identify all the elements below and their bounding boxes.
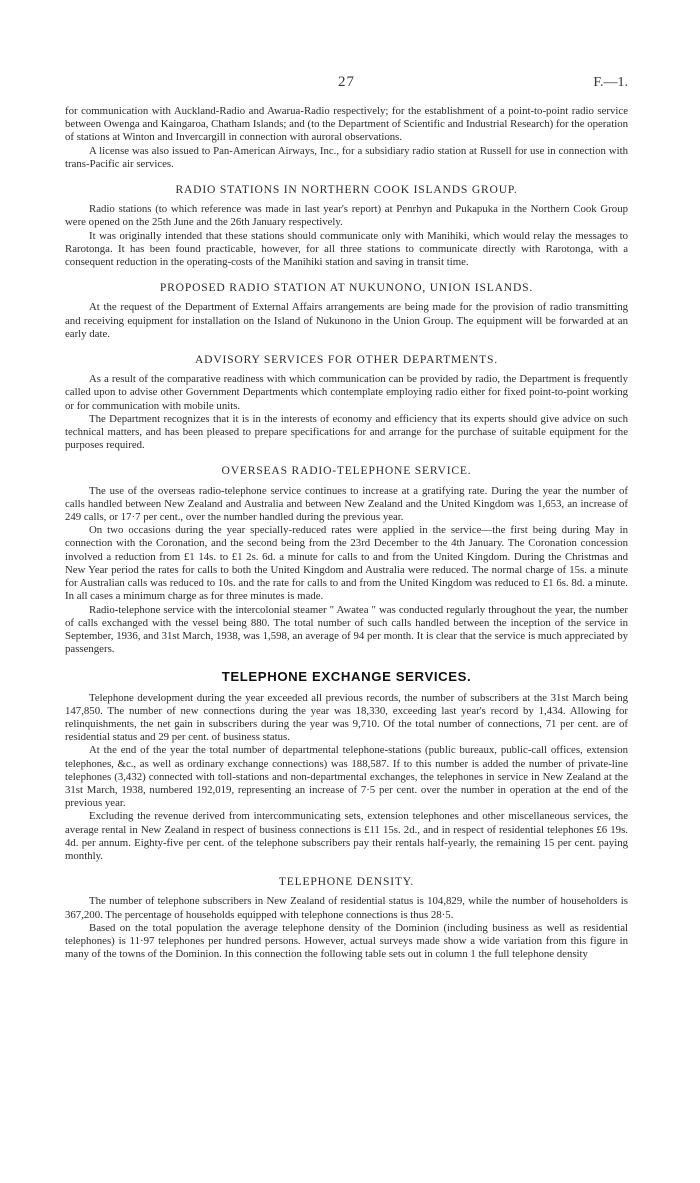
- cook-islands-section: [65, 183, 628, 269]
- paragraph: The use of the overseas radio-telephone service continues to increase at a gratifying rate. During the year the number of calls handled between New Zealand and Australia and between New Zealand and the United Kingdom was 1,653, an increase of 249 calls, or 17·7 per cent., over the number handled during the previous year.: [65, 484, 628, 524]
- paragraph: Telephone development during the year exceeded all previous records, the number of subscribers at the 31st March being 147,850. The number of new connections during the year was 18,330, exceeding last year's record by 1,434. Allowing for relinquishments, the net gain in subscribers during the year was 9,710. Of the total number of connections, 71 per cent. are of residential status and 29 per cent. of business status.: [65, 691, 628, 744]
- paragraph: Radio-telephone service with the intercolonial steamer " Awatea " was conducted regularly throughout the year, the number of calls exchanged with the vessel being 880. The total number of such calls handled between the inception of the service in September, 1936, and 31st March, 1938, was 1,598, an average of 94 per month. It is clear that the service is much appreciated by passengers.: [65, 603, 628, 656]
- paragraph: The number of telephone subscribers in New Zealand of residential status is 104,829, while the number of householders is 367,200. The percentage of households equipped with telephone connections is thus 28·5.: [65, 895, 628, 921]
- paragraph: On two occasions during the year specially-reduced rates were applied in the service—the first being during May in connection with the Coronation, and the second being from the 23rd December to the 4th January. The Coronation concession involved a reduction from £1 14s. to £1 2s. 6d. a minute for calls to and from the United Kingdom. During the Christmas and New Year period the rates for calls to both the United Kingdom and Australia were reduced. The normal charge of 15s. a minute for Australian calls was reduced to 10s. and the rate for calls to and from the United Kingdom was reduced to £1 6s. 8d. a minute. In all cases a minimum charge as for three minutes is made.: [65, 524, 628, 603]
- exchange-section: [65, 670, 628, 863]
- document-reference: F.—1.: [593, 75, 628, 90]
- nukunono-section: [65, 281, 628, 341]
- paragraph: At the request of the Department of External Affairs arrangements are being made for the provision of radio transmitting and receiving equipment for installation on the Island of Nukunono in the Union Group. The equipment will be forwarded at an early date.: [65, 301, 628, 340]
- section-heading: PROPOSED RADIO STATION AT NUKUNONO, UNION ISLANDS.: [159, 281, 534, 295]
- major-heading: TELEPHONE EXCHANGE SERVICES.: [221, 669, 472, 685]
- paragraph: It was originally intended that these stations should communicate only with Manihiki, which would relay the messages to Rarotonga. It has been found practicable, however, for all three stations to communicate directly with Rarotonga, with a consequent reduction in the operating-costs of the Manihiki station and saving in transit time.: [65, 229, 628, 269]
- paragraph: Based on the total population the average telephone density of the Dominion (including business as well as residential telephones) is 11·97 telephones per hundred persons. However, actual surveys made show a wide variation from this figure in many of the towns of the Dominion. In this connection the following table sets out in column 1 the full telephone density: [65, 921, 628, 961]
- section-heading: TELEPHONE DENSITY.: [278, 875, 415, 889]
- paragraph: for communication with Auckland-Radio and Awarua-Radio respectively; for the establishment of a point-to-point radio service between Owenga and Kaingaroa, Chatham Islands; and (to the Department of Scientific and Industrial Research) for the operation of stations at Winton and Invercargill in connection with auroral observations.: [65, 105, 628, 144]
- paragraph: A license was also issued to Pan-American Airways, Inc., for a subsidiary radio station at Russell for use in connection with trans-Pacific air services.: [65, 144, 628, 170]
- overseas-section: [65, 464, 628, 656]
- page-number: 27: [338, 74, 355, 90]
- paragraph: As a result of the comparative readiness with which communication can be provided by radio, the Department is frequently called upon to advise other Government Departments which contemplate employing radio either for fixed point-to-point working or for communication with mobile units.: [65, 373, 628, 412]
- paragraph: Excluding the revenue derived from intercommunicating sets, extension telephones and other miscellaneous services, the average rental in New Zealand in respect of business connections is £11 15s. 2d., and in respect of residential telephones £6 19s. 4d. per annum. Eighty-five per cent. of the telephone subscribers pay their rentals half-yearly, the remaining 15 per cent. paying monthly.: [65, 810, 628, 862]
- section-heading: OVERSEAS RADIO-TELEPHONE SERVICE.: [221, 464, 472, 478]
- paragraph: At the end of the year the total number of departmental telephone-stations (public bureaux, public-call offices, extension telephones, &c., as well as ordinary exchange connections) was 188,587. If to this number is added the number of private-line telephones (3,432) connected with toll-stations and non-departmental exchanges, the telephones in service in New Zealand at the 31st March, 1938, numbered 192,019, representing an increase of 7·5 per cent. over the number in operation at the end of the previous year.: [65, 744, 628, 810]
- advisory-section: [65, 353, 628, 452]
- section-heading: RADIO STATIONS IN NORTHERN COOK ISLANDS GROUP.: [175, 183, 518, 197]
- paragraph: Radio stations (to which reference was made in last year's report) at Penrhyn and Pukapuka in the Northern Cook Group were opened on the 25th June and the 26th January respectively.: [65, 203, 628, 229]
- intro-section: [65, 105, 628, 171]
- paragraph: The Department recognizes that it is in the interests of economy and efficiency that its experts should give advice on such technical matters, and has been pleased to prepare specifications for and arrange for the purchase of suitable equipment for the purposes required.: [65, 412, 628, 452]
- section-heading: ADVISORY SERVICES FOR OTHER DEPARTMENTS.: [195, 353, 498, 367]
- density-section: [65, 875, 628, 961]
